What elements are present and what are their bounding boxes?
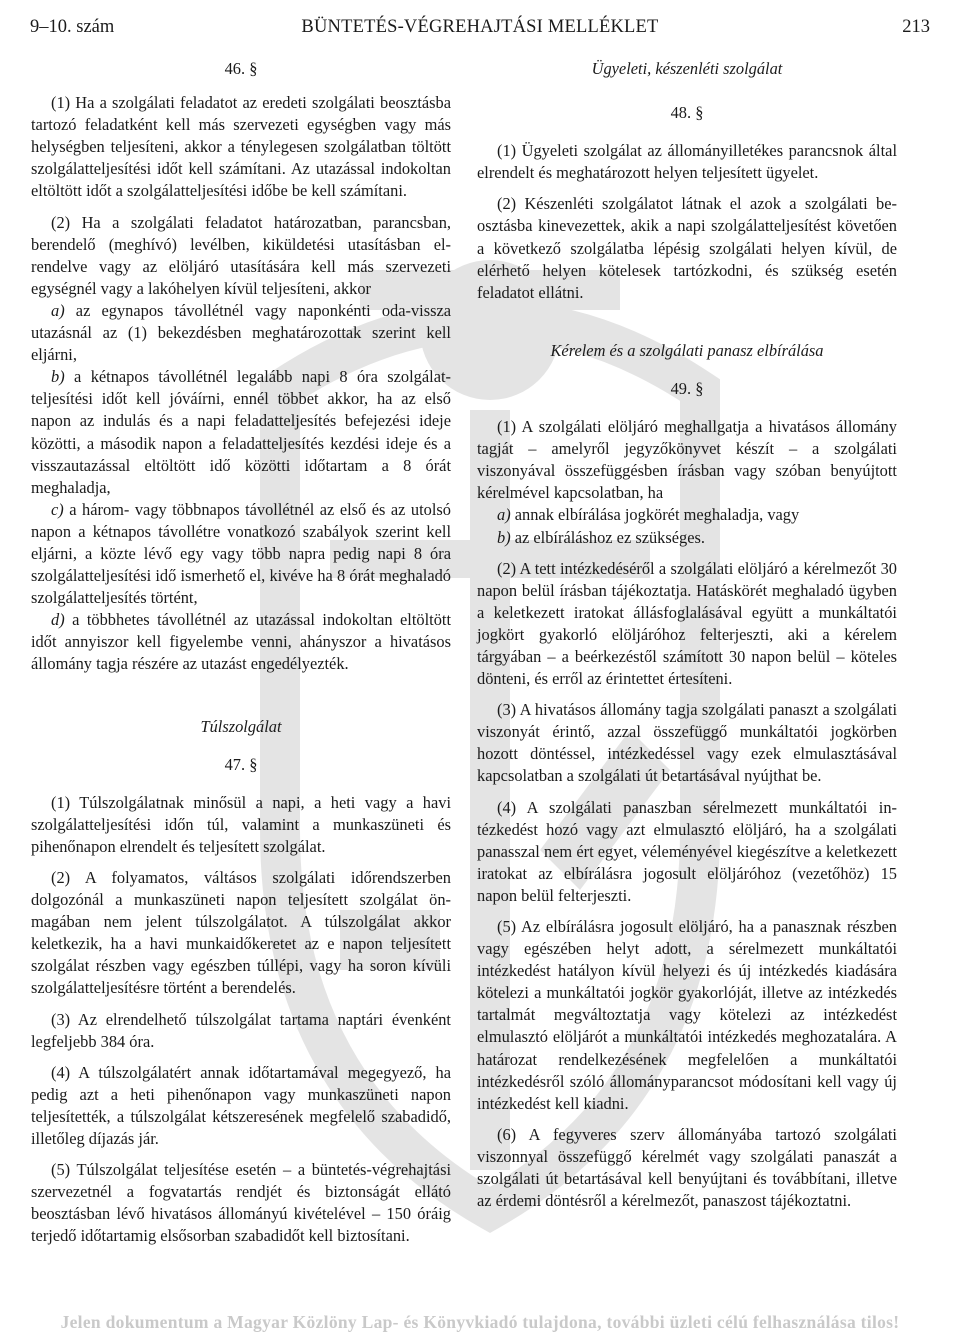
page-header [30,14,930,40]
section-46-paragraph-1: (1) Ha a szolgálati feladatot az eredeti szolgálati beosztásba tartozó feladatként kell más szervezeti egységben vagy más helységben teljesíteni, akkor a ténylegesen szolgálatban töltött szolgálatteljesítési időt kell számítani. Az utazással indokoltan eltöltött időt a szolgálatteljesítési időbe be kell számítani. [31,93,451,201]
section-49-paragraph-2: (2) A tett intézkedéséről a szolgálati elöljáró a kérelmezőt 30 napon belül írásban tájékoztatja. Hatáskörét meghaladó ügyben a keletkezett iratokat állásfoglalásával együtt a munkáltatói jogkört gyakorló elöljáróhoz felterjeszti, aki a kérelem tárgyában – a beérkezéstől számított 30 napon belül – köteles dönteni, és erről az érintettet értesíteni. [477,558,897,689]
item-d-text: a többhetes távollétnél az utazással indokoltan eltöltött időt annyiszor kell figyelembe venni, ahányszor a hivatásos állomány tagja részére az utazást engedélyezték. [31,610,451,674]
item-c-text: a három- vagy többnapos távollétnél az első és az utolsó napon a kétnapos távollétre vonatkozó szabályok szerint kell eljárni, a közte lévő egy vagy több napra pedig napi 8 óra szolgálatteljesítési idő ismerhető el, kivéve ha 8 órát meghaladó szolgálatteljesítés történt, [31,499,451,608]
section-49-paragraph-4: (4) A szolgálati panaszban sérelmezett munkáltatói intézkedést hozó vagy azt elmulasztó elöljáró, ha a szolgálati panasszal nem ért egyet, véleményével kiegészítve a keletkezett iratokat az elbírálásra jogosult elöljáróhoz (vezetőhöz) 15 napon belül felterjeszti. [477,797,897,905]
section-49-paragraph-5: (5) Az elbírálásra jogosult elöljáró, ha a panasznak részben vagy egészében helyt adott, a sérelmezett munkáltatói intézkedést hatályon kívül helyezi és új intézkedés kiadására kötelezi a munkáltatói jogkör gyakorlóját, illetve az intézkedés tartalmát megváltoztatja vagy kötelezi az intézkedést elmulasztó elöljárót a munkáltatói intézkedés meghozatalára. A határozat rendelkezésének megfelelően a munkáltatói intézkedésről szóló állományparancsot módosítani kell vagy új intézkedést kell kiadni. [477,917,897,1113]
section-46-item-d [31,609,451,675]
section-49-number: 49. § [670,378,704,398]
section-49-title: Kérelem és a szolgálati panasz elbírálása [550,340,824,360]
section-47-title: Túlszolgálat [200,716,282,736]
section-46-item-a [31,300,451,366]
section-47-paragraph-1: (1) Túlszolgálatnak minősül a napi, a heti vagy a havi szolgálatteljesítési időn túl, valamint a munkaszüneti és pihenőnapon elrendelt és teljesített szolgálat. [31,792,451,856]
section-48-title: Ügyeleti, készenléti szolgálat [591,59,783,78]
item-d-label: d) [51,610,65,630]
section-49-paragraph-3: (3) A hivatásos állomány tagja szolgálati panaszt a szolgálati viszonyát érintő, azzal összefüggő munkáltatói jogkörben hozott döntéssel, intézkedéssel vagy ezek elmulasztásával kapcsolatban a szolgálati út betartásával nyújthat be. [477,700,897,786]
section-49-paragraph-6: (6) A fegyveres szerv állományába tartozó szolgálati viszonnyal összefüggő kérelmét vagy szolgálati panaszát a szolgálati út betartásával kell benyújtani és továbbítani, illetve az érdemi döntésről a kérelmezőt, panaszost tájékoztatni. [477,1124,897,1211]
issue-number: 9–10. szám [30,17,115,37]
section-48-paragraph-2: (2) Készenléti szolgálatot látnak el azok a szolgálati beosztásba kinevezettek, akik a napi szolgálatteljesítést követően a következő szolgálatba lépésig szolgálati helyen kívül, de elérhető helyen kötelesek tartózkodni, és szükség esetén feladatot ellátni. [477,194,897,302]
copyright-notice: Jelen dokumentum a Magyar Közlöny Lap- és Könyvkiadó tulajdona, további üzleti célú felhasználása tilos! [60,1312,900,1332]
item-a-text: annak elbírálása jogkörét meghaladja, vagy [510,505,800,525]
section-48-paragraph-1: (1) Ügyeleti szolgálat az állományilletékes parancsnok által elrendelt és meghatározott helyen teljesített ügyelet. [477,141,897,183]
section-46-paragraph-2: (2) Ha a szolgálati feladatot határozatban, parancsban, berendelő (meghívó) levélben, kiküldetési utasításban elrendelve vagy az elöljáró utasítására kell más szervezeti egységnél vagy a lakóhelyen kívül teljesíteni, akkor [31,212,451,298]
item-a-label: a) [51,300,65,320]
item-b-text: a kétnapos távollétnél legalább napi 8 óra szolgálatteljesítési időt kell jóváírni, ennél többet akkor, ha az első napon az indulás és a napi feladatteljesítés befejezési ideje közötti, a második napon a feladatteljesítés kezdési ideje és a visszautazással eltöltött idő közötti időtartam a 8 órát meghaladja, [31,367,451,497]
right-column [477,58,897,1212]
item-a-label: a) [497,505,511,525]
item-b-label: b) [51,367,65,387]
section-46-item-c [31,499,451,609]
section-46-number: 46. § [224,59,258,78]
item-c-label: c) [51,499,64,519]
section-47-paragraph-2: (2) A folyamatos, váltásos szolgálati időrendszerben dolgozónál a munkaszüneti napon teljesített szolgálat önmagában nem jelent túlszolgálatot. A túlszolgálat akkor keletkezik, ha a havi munkaidőkeretet az e napon teljesített szolgálat részben vagy egészben túllépi, vagy ha soron kívüli szolgálatteljesítésre történt a berendelés. [31,868,451,998]
item-a-text: az egynapos távollétnél vagy naponkénti oda-vissza utazásnál az (1) bekezdésben meghatározottak szerint kell eljárni, [31,300,451,365]
section-49-item-a [477,504,897,526]
section-47-number: 47. § [224,754,258,774]
section-49-item-b [477,527,897,549]
item-b-text: az elbíráláshoz ez szükséges. [510,527,705,547]
item-b-label: b) [497,527,511,547]
section-47-paragraph-4: (4) A túlszolgálatért annak időtartamával megegyező, ha pedig azt a heti pihenőnapon vagy munkaszüneti napon teljesítették, a túlszolgálat kétszeresének megfelelő szabadidő, illetőleg díjazás jár. [31,1062,451,1149]
left-column [31,58,451,1248]
page-number: 213 [902,17,930,37]
section-48-number: 48. § [670,103,704,123]
section-47-paragraph-5: (5) Túlszolgálat teljesítése esetén – a büntetés-végrehajtási szervezetnél a fogvatartás rendjét és biztonságát ellátó beosztásban lévő hivatásos állományú kivételével – 150 óráig terjedő időtartamig elsősorban szabadidőt kell biztosítani. [31,1160,451,1246]
publication-title: BÜNTETÉS-VÉGREHAJTÁSI MELLÉKLET [301,17,659,37]
section-47-paragraph-3: (3) Az elrendelhető túlszolgálat tartama naptári évenként legfeljebb 384 óra. [31,1009,451,1051]
section-46-item-b [31,366,451,499]
section-49-paragraph-1: (1) A szolgálati elöljáró meghallgatja a hivatásos állomány tagját – amelyről jegyzőkönyvet készít – a szolgálati viszonyával összefüggésben írásban vagy szóban benyújtott kérelmével kapcsolatban, ha [477,417,897,503]
